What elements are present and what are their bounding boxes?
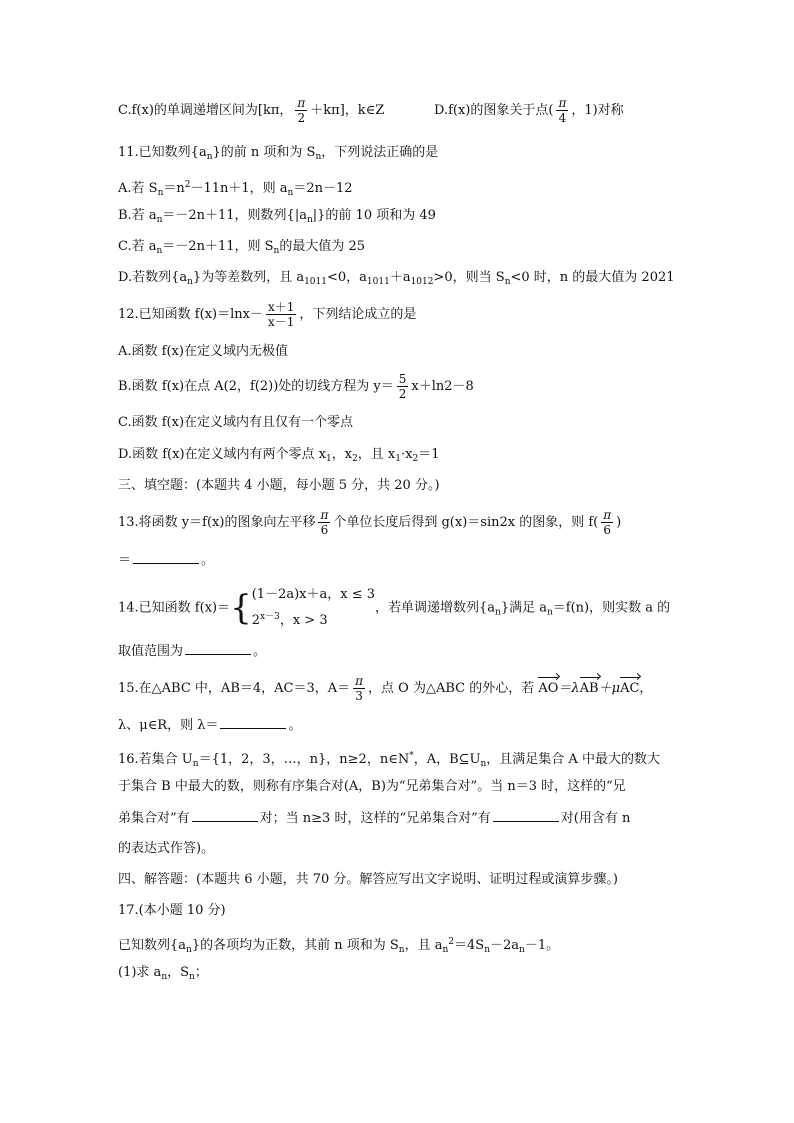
q17-title: 17.(本小题 10 分) (118, 903, 226, 918)
fraction: $\frac{\pi}{2}$ (297, 96, 306, 125)
fraction: $\frac{x+1}{x-1}$ (267, 300, 295, 329)
vector-ac: AC (620, 681, 640, 696)
section-3-heading: 三、填空题：(本题共 4 小题，每小题 5 分，共 20 分。) (118, 478, 440, 493)
q17-stem: 已知数列$\{a_n\}$的各项均为正数，其前 n 项和为 $S_n$，且 $a_n^2=4S_n-2a_n-1$。 (118, 937, 560, 955)
vector-ab: AB (579, 681, 599, 696)
q13-line-1: 13.将函数 y＝f(x)的图象向左平移 $\frac{\pi}{6}$ 个单位长度后得到 g(x)＝sin2x 的图象，则 f( $\frac{\pi}{6}$ ) (118, 508, 622, 537)
q12-stem: 12.已知函数 f(x)＝lnx－ $\frac{x+1}{x-1}$ ，下列结论成立的是 (118, 300, 417, 329)
answer-blank[interactable] (192, 809, 258, 822)
q17-part-1: (1)求 $a_n$，$S_n$； (118, 965, 208, 982)
q11-option-a: A.若 $S_n=n^2-11n+1$，则 $a_n=2n-12$ (118, 180, 353, 198)
fraction: $\frac{\pi}{4}$ (558, 96, 567, 125)
q13-line-2: ＝ 。 (118, 553, 215, 568)
answer-blank[interactable] (493, 809, 559, 822)
q15-line-2: λ、μ∈R，则 λ＝ 。 (118, 718, 302, 733)
q16-line-3: 弟集合对”有 对；当 n≥3 时，这样的“兄弟集合对”有 对(用含有 n (118, 811, 631, 826)
q10-option-c: C.f(x)的单调递增区间为[kπ， $\frac{\pi}{2}$ ＋kπ]，k∈Z (118, 96, 385, 125)
answer-blank[interactable] (185, 642, 251, 655)
q15-line-1: 15.在△ABC 中，AB＝4，AC＝3，A＝ $\frac{\pi}{3}$ ，点 O 为△ABC 的外心，若 AO＝λAB＋μAC， (118, 674, 653, 703)
fraction: $\frac{\pi}{6}$ (603, 508, 612, 537)
q14-line-2: 取值范围为 。 (118, 644, 267, 659)
q11-option-c: C.若 $a_n=-2n+11$，则 $S_n$的最大值为 25 (118, 239, 366, 256)
q12-option-d: D.函数 f(x)在定义域内有两个零点 $x_1$，$x_2$，且 $x_1\cdot x_2=1$ (118, 447, 440, 464)
q16-line-2: 于集合 B 中最大的数，则称有序集合对(A，B)为“兄弟集合对”。当 n＝3 时，这样的“兄 (118, 779, 626, 794)
q11-option-b: B.若 $a_n=-2n+11$，则数列$\{|a_n|\}$的前 10 项和为 49 (118, 208, 436, 225)
q14-line-1: 14.已知函数 f(x)＝{ (1－2a)x＋a，x ≤ 3 $2^{x-3}$，x > 3 ，若单调递增数列$\{a_n\}$满足 $a_n=f(n)$，则实数 a 的 (118, 584, 670, 632)
q12-option-a: A.函数 f(x)在定义域内无极值 (118, 344, 288, 359)
q10-option-d: D.f(x)的图象关于点( $\frac{\pi}{4}$ ，1)对称 (434, 96, 624, 125)
q12-option-c: C.函数 f(x)在定义域内有且仅有一个零点 (118, 415, 354, 430)
section-4-heading: 四、解答题：(本题共 6 小题，共 70 分。解答应写出文字说明、证明过程或演算步骤。) (118, 872, 618, 887)
q11-option-d: D.若数列$\{a_n\}$为等差数列，且 $a_{1011}<0$，$a_{1011}+a_{1012}>0$，则当 $S_n<0$ 时，n 的最大值为 2021 (118, 270, 675, 287)
answer-blank[interactable] (220, 716, 286, 729)
q12-option-b: B.函数 f(x)在点 A(2，f(2))处的切线方程为 y＝ $\frac{5}{2}$ x＋ln2－8 (118, 372, 474, 401)
q16-line-4: 的表达式作答)。 (118, 841, 215, 856)
fraction: $\frac{\pi}{3}$ (355, 674, 364, 703)
fraction: $\frac{\pi}{6}$ (320, 508, 329, 537)
vector-ao: AO (538, 681, 559, 696)
fraction: $\frac{5}{2}$ (398, 372, 407, 401)
piecewise-function: { (1－2a)x＋a，x ≤ 3 $2^{x-3}$，x > 3 (230, 587, 376, 628)
q16-line-1: 16.若集合 $U_n=\{1$，2，3，…，n}，n≥2，n∈N*，A，$B⊆U_n$，且满足集合 A 中最大的数大 (118, 751, 660, 769)
answer-blank[interactable] (133, 551, 199, 564)
q11-stem: 11.已知数列$\{a_n\}$的前 n 项和为 $S_n$，下列说法正确的是 (118, 145, 439, 162)
